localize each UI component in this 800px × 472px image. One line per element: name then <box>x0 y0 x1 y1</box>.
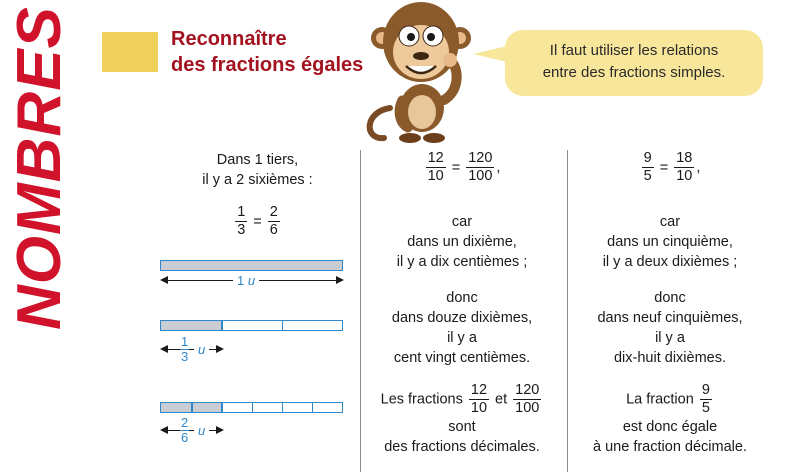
sixth-label-fraction <box>180 416 189 445</box>
fraction-9-5-inline <box>700 382 712 417</box>
col2-result-line2: il y a <box>447 330 477 346</box>
fraction-numerator: 9 <box>701 382 710 398</box>
fraction-denominator: 5 <box>643 168 652 184</box>
bar-filled-part <box>161 261 342 270</box>
column-divider-2 <box>567 150 568 472</box>
unit-symbol: u <box>247 273 256 288</box>
unit-bar-whole-label <box>233 271 259 291</box>
col2-concl-prefix: Les fractions <box>380 391 463 408</box>
speech-bubble-line1: Il faut utiliser les relations <box>549 42 719 59</box>
column-divider-1 <box>360 150 361 472</box>
col3-result-line3: dix-huit dixièmes. <box>613 350 726 366</box>
fraction-denominator: 3 <box>237 222 246 238</box>
fraction-denominator: 10 <box>470 400 488 416</box>
col3-equation <box>570 150 770 185</box>
col1-intro-line1: Dans 1 tiers, <box>216 152 299 168</box>
col3-reason <box>570 212 770 272</box>
speech-bubble-tail <box>473 46 507 62</box>
fraction-numerator: 9 <box>643 150 652 166</box>
col3-result-line1: dans neuf cinquièmes, <box>597 310 743 326</box>
bar-division-tick <box>191 402 193 413</box>
col2-conclusion-line3: des fractions décimales. <box>384 439 540 455</box>
col2-reason-line1: dans un dixième, <box>407 234 517 250</box>
title-marker <box>102 32 158 72</box>
col1-intro-line2: il y a 2 sixièmes : <box>202 172 313 188</box>
unit-symbol: u <box>198 342 206 357</box>
fraction-denominator: 6 <box>181 430 189 445</box>
lesson-title <box>171 26 381 78</box>
equals-sign: = <box>253 213 262 230</box>
third-label-unit <box>194 340 209 360</box>
equals-sign: = <box>659 159 669 176</box>
fraction-numerator: 12 <box>470 382 488 398</box>
col3-car: car <box>659 214 681 230</box>
fraction-numerator: 2 <box>269 204 278 220</box>
fraction-numerator: 1 <box>237 204 246 220</box>
fraction-18-10 <box>674 150 694 185</box>
arrow-left-icon <box>160 345 168 353</box>
fraction-denominator: 6 <box>269 222 278 238</box>
bar-division-tick <box>282 402 284 413</box>
unit-bar-thirds <box>160 320 343 331</box>
sixth-arrow-line <box>166 430 220 431</box>
bar-division-tick <box>221 320 223 331</box>
col2-conclusion <box>362 382 562 457</box>
col3-donc: donc <box>654 290 686 306</box>
arrow-left-icon <box>160 426 168 434</box>
monkey-mascot-icon <box>362 0 480 148</box>
section-title-vertical: NOMBRES <box>5 6 74 330</box>
col2-reason-line2: il y a dix centièmes ; <box>396 254 528 270</box>
third-label-fraction <box>180 335 189 364</box>
col2-car: car <box>451 214 473 230</box>
lesson-title-line2: des fractions égales <box>171 54 364 76</box>
unit-bar-sixths <box>160 402 343 413</box>
fraction-9-5 <box>642 150 654 185</box>
bar-division-tick <box>221 402 223 413</box>
bar-filled-part <box>161 321 221 330</box>
fraction-120-100 <box>466 150 494 185</box>
col3-conclusion <box>570 382 770 457</box>
fraction-numerator: 12 <box>427 150 444 166</box>
unit-count: 1 <box>237 273 245 288</box>
trailing-comma: , <box>696 159 701 176</box>
equals-sign: = <box>451 159 461 176</box>
fraction-denominator: 100 <box>515 400 540 416</box>
col2-equation <box>362 150 562 185</box>
col3-result <box>570 288 770 368</box>
sixth-label-unit <box>194 421 209 441</box>
bar-division-tick <box>312 402 314 413</box>
col2-result-line3: cent vingt centièmes. <box>393 350 531 366</box>
fraction-120-100-inline <box>513 382 541 417</box>
fraction-denominator: 10 <box>676 168 693 184</box>
fraction-numerator: 120 <box>468 150 493 166</box>
col1-equation <box>160 204 355 239</box>
fraction-numerator: 120 <box>515 382 540 398</box>
fraction-denominator: 100 <box>468 168 493 184</box>
bar-division-tick <box>282 320 284 331</box>
col3-conclusion-line1 <box>570 382 770 417</box>
speech-bubble <box>505 30 763 96</box>
fraction-12-10-inline <box>469 382 489 417</box>
fraction-numerator: 18 <box>676 150 693 166</box>
bar-division-tick <box>252 402 254 413</box>
col2-result-line1: dans douze dixièmes, <box>391 310 533 326</box>
fraction-denominator: 3 <box>181 349 189 364</box>
fraction-numerator: 1 <box>181 334 189 349</box>
col2-reason <box>362 212 562 272</box>
fraction-two-sixths <box>268 204 280 239</box>
arrow-right-icon <box>216 426 224 434</box>
unit-bar-whole <box>160 260 343 271</box>
col3-result-line2: il y a <box>655 330 685 346</box>
col2-concl-and: et <box>495 391 508 408</box>
fraction-one-third <box>235 204 247 239</box>
col2-conclusion-line1 <box>362 382 562 417</box>
col3-conclusion-line3: à une fraction décimale. <box>593 439 747 455</box>
arrow-left-icon <box>160 276 168 284</box>
col3-reason-line1: dans un cinquième, <box>607 234 733 250</box>
fraction-denominator: 10 <box>427 168 444 184</box>
col2-result <box>362 288 562 368</box>
unit-symbol: u <box>198 423 206 438</box>
speech-bubble-line2: entre des fractions simples. <box>542 64 726 81</box>
col2-donc: donc <box>446 290 478 306</box>
arrow-right-icon <box>336 276 344 284</box>
trailing-comma: , <box>496 159 501 176</box>
col1-intro <box>160 150 355 190</box>
fraction-12-10 <box>426 150 446 185</box>
lesson-title-line1: Reconnaître <box>171 28 287 50</box>
col3-concl-prefix: La fraction <box>626 391 694 408</box>
fraction-numerator: 2 <box>181 415 189 430</box>
third-arrow-line <box>166 349 220 350</box>
fraction-denominator: 5 <box>701 400 710 416</box>
col3-conclusion-line2: est donc égale <box>622 419 718 435</box>
col3-reason-line2: il y a deux dixièmes ; <box>602 254 738 270</box>
col2-conclusion-line2: sont <box>448 419 476 435</box>
arrow-right-icon <box>216 345 224 353</box>
